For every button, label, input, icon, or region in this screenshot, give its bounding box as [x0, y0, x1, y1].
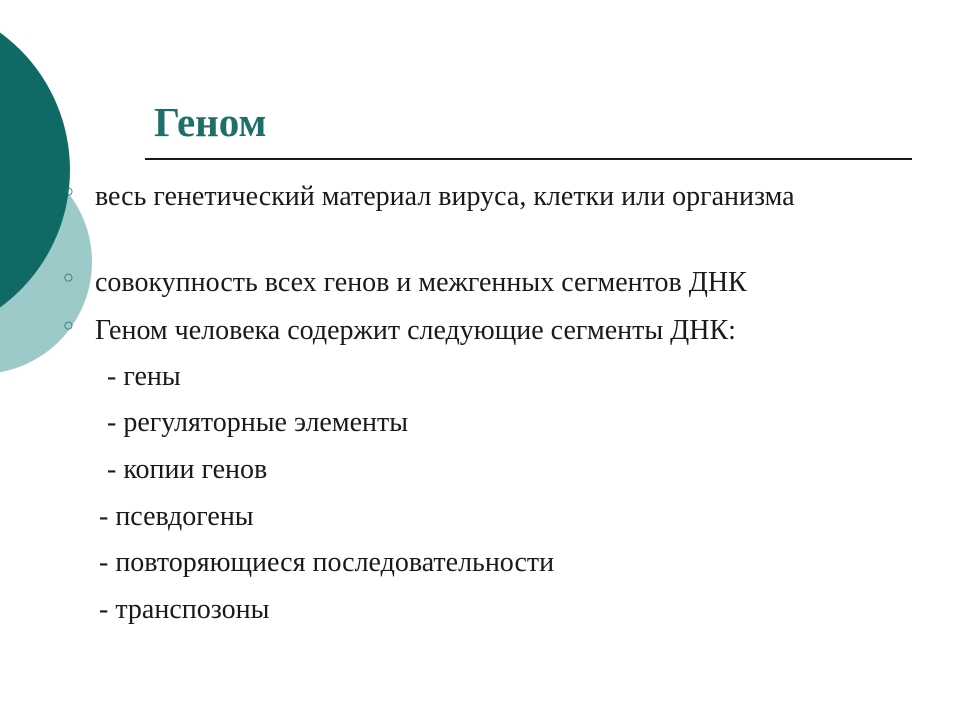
- slide-title: Геном: [154, 99, 267, 145]
- hollow-circle-icon: ○: [63, 181, 74, 201]
- title-underline: [145, 158, 912, 160]
- sub-item: - транспозоны: [99, 594, 270, 625]
- bullet-text: совокупность всех генов и межгенных сегментов ДНК: [95, 267, 747, 298]
- bullet-text: весь генетический материал вируса, клетки или организма: [95, 181, 795, 212]
- bullet-item: [63, 310, 895, 352]
- sub-item: - гены: [107, 361, 181, 392]
- sub-item: - псевдогены: [99, 501, 254, 532]
- sub-item: - регуляторные элементы: [107, 407, 409, 438]
- bullet-text: Геном человека содержит следующие сегменты ДНК:: [95, 315, 736, 346]
- bullet-item: [63, 176, 895, 218]
- sub-item: - копии генов: [107, 454, 268, 485]
- sub-item: - повторяющиеся последовательности: [99, 547, 555, 578]
- bullet-item: [63, 262, 895, 304]
- hollow-circle-icon: ○: [63, 267, 74, 287]
- hollow-circle-icon: ○: [63, 315, 74, 335]
